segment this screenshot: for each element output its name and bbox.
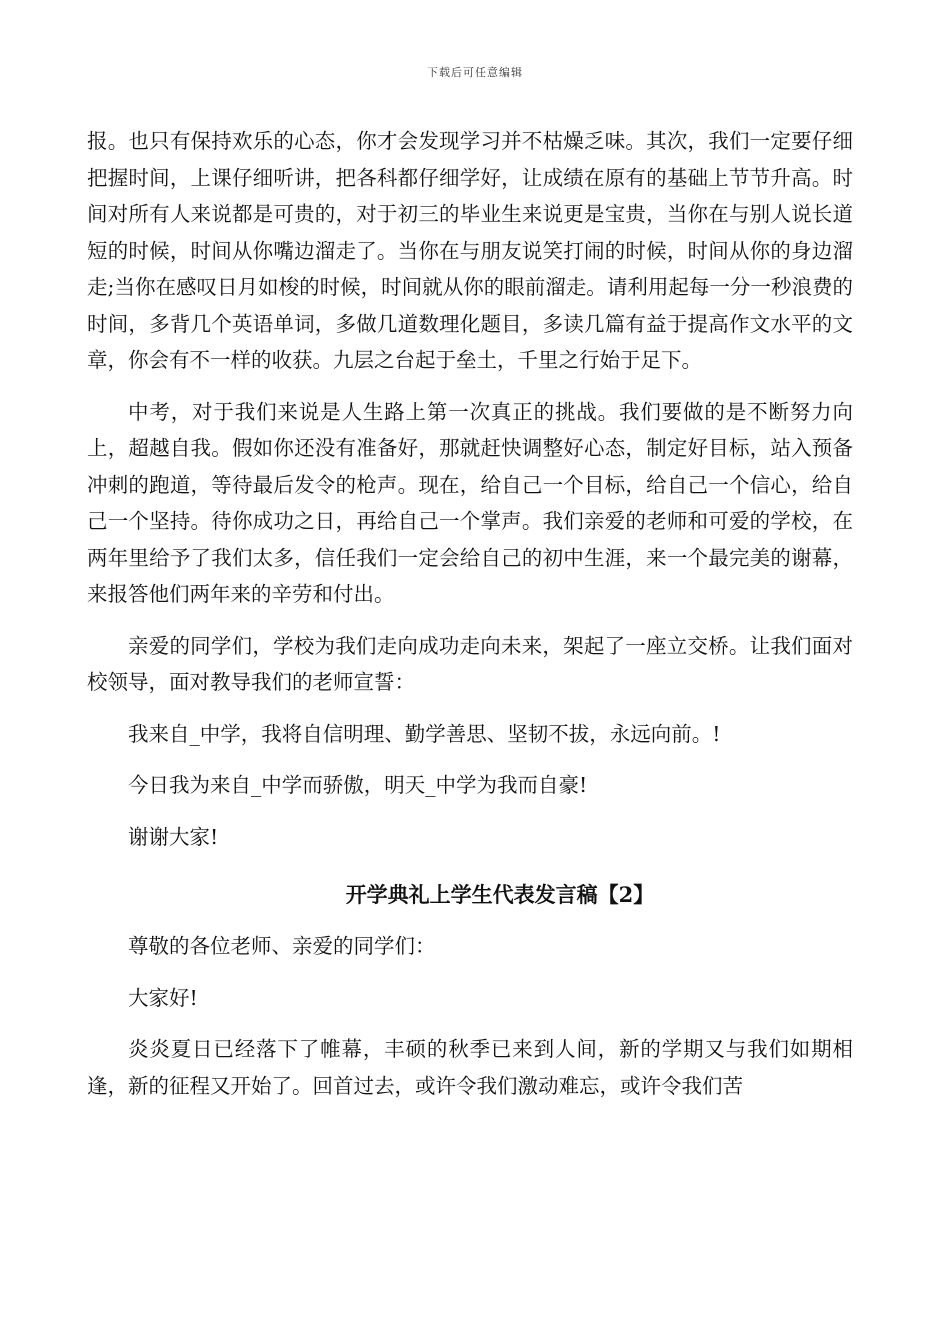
paragraph-hello: 大家好! xyxy=(128,985,198,1010)
section-title: 开学典礼上学生代表发言稿【2】 xyxy=(345,882,655,907)
paragraph-2: 中考，对于我们来说是人生路上第一次真正的挑战。我们要做的是不断努力向上，超越自我。假如你还没有准备好，那就赶快调整好心态，制定好目标，站入预备冲刺的跑道，等待最后发令的枪声。现在，给自己一个目标，给自己一个信心，给自己一个坚持。待你成功之日，再给自己一个掌声。我们亲爱的老师和可爱的学校，在两年里给予了我们太多，信任我们一定会给自己的初中生涯，来一个最完美的谢幕，来报答他们两年来的辛劳和付出。 xyxy=(87,399,853,606)
paragraph-opening: 炎炎夏日已经落下了帷幕，丰硕的秋季已来到人间，新的学期又与我们如期相逢，新的征程又开始了。回首过去，或许令我们激动难忘，或许令我们苦 xyxy=(87,1037,853,1098)
document-body xyxy=(87,123,853,1104)
page-header: 下载后可任意编辑 xyxy=(427,66,523,79)
paragraph-1: 报。也只有保持欢乐的心态，你才会发现学习并不枯燥乏味。其次，我们一定要仔细把握时间，上课仔细听讲，把各科都仔细学好，让成绩在原有的基础上节节升高。时间对所有人来说都是可贵的，对于初三的毕业生来说更是宝贵，当你在与别人说长道短的时候，时间从你嘴边溜走了。当你在与朋友说笑打闹的时候，时间从你的身边溜走;当你在感叹日月如梭的时候，时间就从你的眼前溜走。请利用起每一分一秒浪费的时间，多背几个英语单词，多做几道数理化题目，多读几篇有益于提高作文水平的文章，你会有不一样的收获。九层之台起于垒土，千里之行始于足下。 xyxy=(87,129,853,372)
paragraph-greeting: 尊敬的各位老师、亲爱的同学们： xyxy=(128,934,436,958)
paragraph-thanks: 谢谢大家! xyxy=(128,824,219,849)
paragraph-3: 亲爱的同学们，学校为我们走向成功走向未来，架起了一座立交桥。让我们面对校领导，面对教导我们的老师宣誓： xyxy=(87,633,853,694)
paragraph-oath-1: 我来自_中学，我将自信明理、勤学善思、坚韧不拔，永远向前。! xyxy=(128,721,721,746)
paragraph-oath-2: 今日我为来自_中学而骄傲，明天_中学为我而自豪! xyxy=(128,773,588,797)
